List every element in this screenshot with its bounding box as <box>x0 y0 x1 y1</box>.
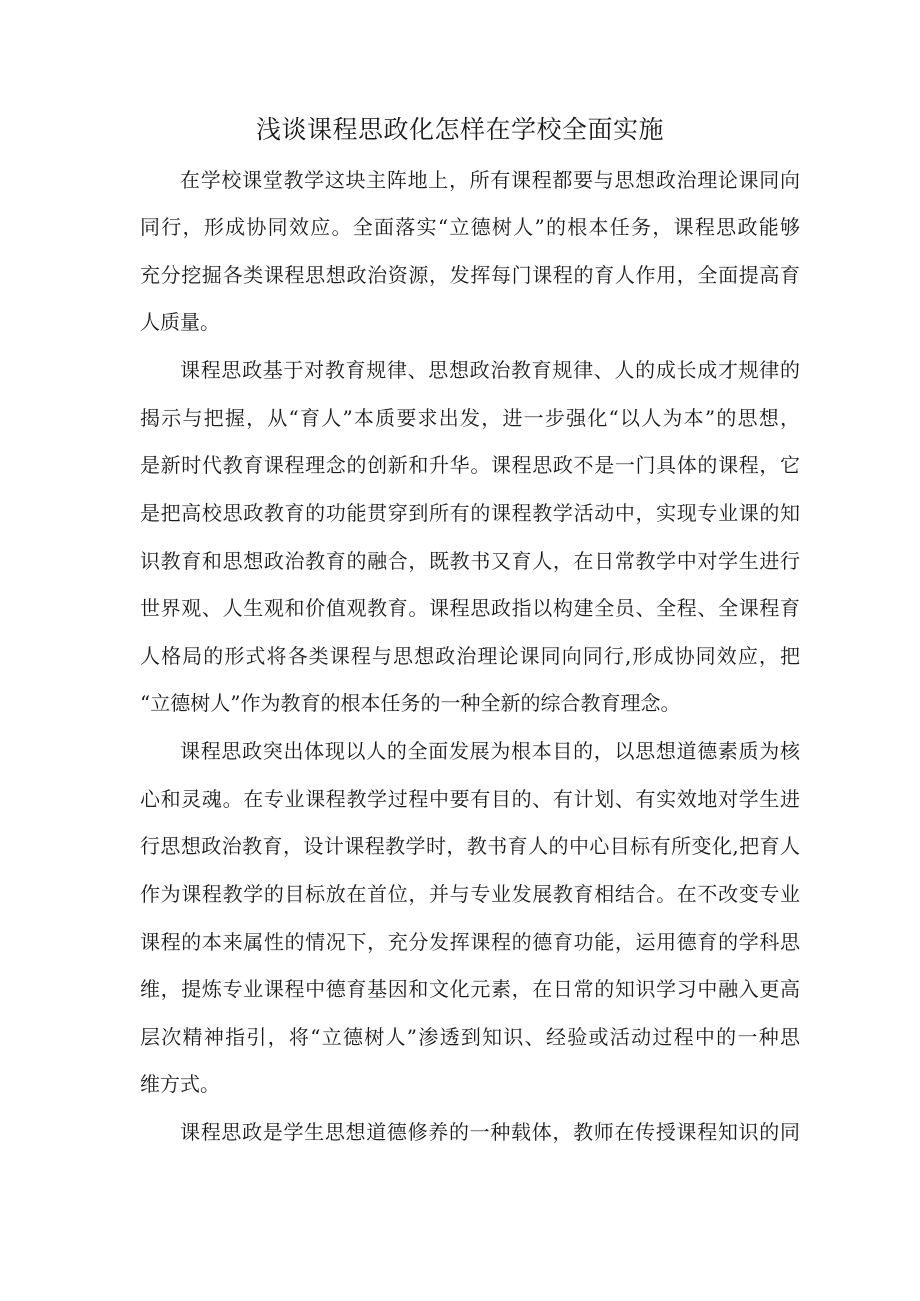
paragraph-3-line-6: 维，提炼专业课程中德育基因和文化元素，在日常的知识学习中融入更高 <box>140 977 800 1001</box>
paragraph-2-line-5: 识教育和思想政治教育的融合，既教书又育人，在日常教学中对学生进行 <box>140 549 800 573</box>
paragraph-1-line-2: 同行，形成协同效应。全面落实“立德树人”的根本任务，课程思政能够 <box>140 215 800 239</box>
paragraph-2-line-6: 世界观、人生观和价值观教育。课程思政指以构建全员、全程、全课程育 <box>140 596 800 620</box>
paragraph-2-line-3: 是新时代教育课程理念的创新和升华。课程思政不是一门具体的课程，它 <box>140 453 800 477</box>
paragraph-1-line-3: 充分挖掘各类课程思想政治资源，发挥每门课程的育人作用，全面提高育 <box>140 263 800 287</box>
paragraph-2-line-8: “立德树人”作为教育的根本任务的一种全新的综合教育理念。 <box>140 691 681 715</box>
paragraph-3-line-2: 心和灵魂。在专业课程教学过程中要有目的、有计划、有实效地对学生进 <box>140 787 800 811</box>
paragraph-3-line-3: 行思想政治教育，设计课程教学时，教书育人的中心目标有所变化,把育人 <box>140 834 800 858</box>
paragraph-3-line-7: 层次精神指引，将“立德树人”渗透到知识、经验或活动过程中的一种思 <box>140 1025 800 1049</box>
paragraph-2-line-1: 课程思政基于对教育规律、思想政治教育规律、人的成长成才规律的 <box>180 358 800 382</box>
paragraph-2-line-4: 是把高校思政教育的功能贯穿到所有的课程教学活动中，实现专业课的知 <box>140 501 800 525</box>
paragraph-1-line-1: 在学校课堂教学这块主阵地上，所有课程都要与思想政治理论课同向 <box>180 168 800 192</box>
paragraph-3-line-8: 维方式。 <box>140 1072 220 1096</box>
paragraph-4-line-1: 课程思政是学生思想道德修养的一种载体，教师在传授课程知识的同 <box>180 1120 800 1144</box>
paragraph-3-line-5: 课程的本来属性的情况下，充分发挥课程的德育功能，运用德育的学科思 <box>140 930 800 954</box>
paragraph-2-line-7: 人格局的形式将各类课程与思想政治理论课同向同行,形成协同效应，把 <box>140 644 800 668</box>
paragraph-1-line-4: 人质量。 <box>140 310 220 334</box>
paragraph-3-line-1: 课程思政突出体现以人的全面发展为根本目的，以思想道德素质为核 <box>180 739 800 763</box>
paragraph-2-line-2: 揭示与把握，从“育人”本质要求出发，进一步强化“以人为本”的思想， <box>140 406 800 430</box>
paragraph-3-line-4: 作为课程教学的目标放在首位，并与专业发展教育相结合。在不改变专业 <box>140 882 800 906</box>
document-title: 浅谈课程思政化怎样在学校全面实施 <box>255 115 664 144</box>
